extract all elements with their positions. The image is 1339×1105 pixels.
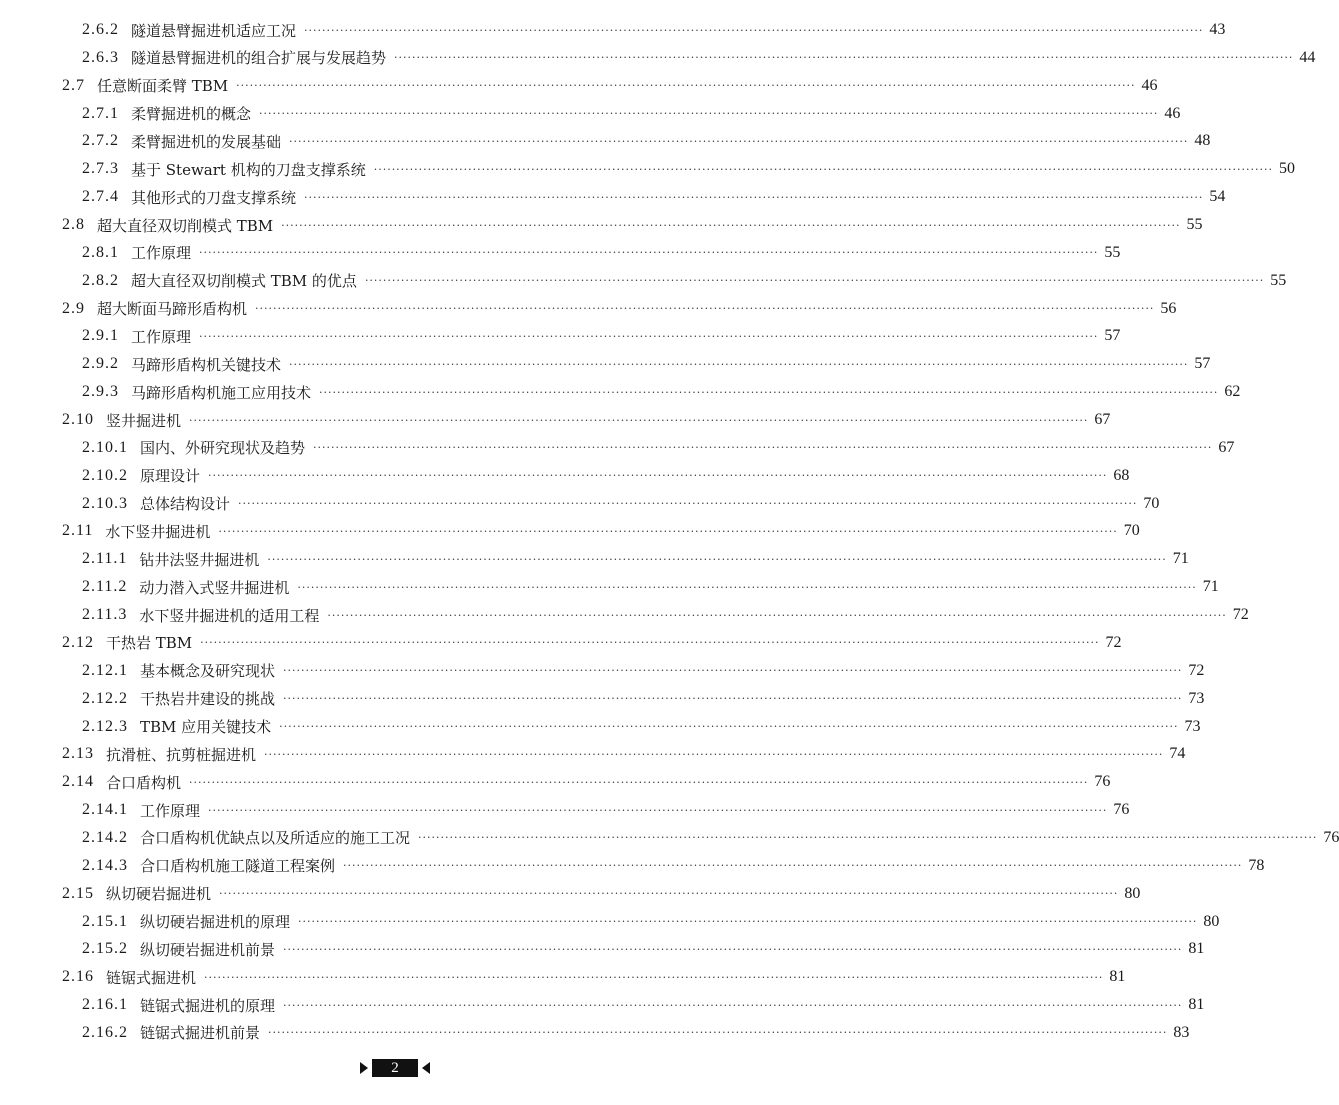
toc-entry[interactable] <box>0 716 1201 738</box>
toc-entry[interactable] <box>0 103 1181 125</box>
page-ref: 57 <box>1194 355 1211 373</box>
dot-leader: ········································································································································································································ <box>281 218 1181 232</box>
toc-entry[interactable] <box>0 465 1130 487</box>
dot-leader: ········································································································································································································ <box>394 51 1294 65</box>
section-number: 2.7 <box>62 76 85 94</box>
page-ref: 73 <box>1184 717 1201 735</box>
dot-leader: ········································································································································································································ <box>267 552 1167 566</box>
page-ref: 78 <box>1248 856 1265 874</box>
toc-entry[interactable] <box>0 270 1287 292</box>
dot-leader: ········································································································································································································ <box>418 831 1318 845</box>
section-title: 其他形式的刀盘支撑系统 <box>131 188 297 207</box>
page-ref: 68 <box>1113 466 1130 484</box>
dot-leader: ········································································································································································································ <box>255 302 1155 316</box>
page-ref: 83 <box>1173 1023 1190 1041</box>
toc-entry[interactable] <box>0 493 1160 515</box>
toc-entry[interactable] <box>0 827 1339 849</box>
toc-entry[interactable] <box>0 409 1111 431</box>
page-ref: 57 <box>1104 327 1121 345</box>
dot-leader: ········································································································································································································ <box>319 385 1219 399</box>
section-title: 纵切硬岩掘进机 <box>106 885 212 904</box>
toc-entry[interactable] <box>0 883 1141 905</box>
page-ref: 80 <box>1124 884 1141 902</box>
section-title: 合口盾构机 <box>106 773 182 792</box>
page-ref: 76 <box>1323 828 1339 846</box>
dot-leader: ········································································································································································································ <box>283 998 1183 1012</box>
section-number: 2.8 <box>62 216 85 234</box>
section-title: 工作原理 <box>131 244 192 263</box>
section-title: 超大直径双切削模式 TBM <box>97 216 274 235</box>
dot-leader: ········································································································································································································ <box>200 636 1100 650</box>
section-title: 链锯式掘进机 <box>106 968 197 987</box>
section-number: 2.11 <box>62 522 94 540</box>
toc-entry[interactable] <box>0 799 1130 821</box>
page-ref: 72 <box>1188 661 1205 679</box>
section-number: 2.10.2 <box>82 466 128 484</box>
dot-leader: ········································································································································································································ <box>219 887 1119 901</box>
section-number: 2.14.3 <box>82 856 128 874</box>
toc-entry[interactable] <box>0 855 1265 877</box>
toc-entry[interactable] <box>0 994 1205 1016</box>
section-title: 超大断面马蹄形盾构机 <box>97 300 248 319</box>
section-title: 原理设计 <box>140 467 201 486</box>
page-number: 2 <box>372 1059 418 1077</box>
section-number: 2.16 <box>62 968 94 986</box>
toc-entry[interactable] <box>0 688 1205 710</box>
section-number: 2.11.3 <box>82 606 128 624</box>
section-number: 2.7.3 <box>82 160 119 178</box>
page-ref: 43 <box>1209 21 1226 38</box>
section-title: 任意断面柔臂 TBM <box>97 77 229 96</box>
section-number: 2.7.2 <box>82 132 119 150</box>
dot-leader: ········································································································································································································ <box>364 274 1265 288</box>
page-ref: 70 <box>1123 522 1140 540</box>
page-ref: 55 <box>1186 216 1203 234</box>
section-number: 2.11.1 <box>82 550 128 568</box>
section-title: 合口盾构机优缺点以及所适应的施工工况 <box>140 829 411 848</box>
section-number: 2.6.2 <box>82 21 119 38</box>
section-number: 2.12.1 <box>82 661 128 679</box>
section-title: 钻井法竖井掘进机 <box>139 550 260 569</box>
dot-leader: ········································································································································································································ <box>189 775 1089 789</box>
page-ref: 80 <box>1203 912 1220 930</box>
page-ref: 72 <box>1105 633 1122 651</box>
section-title: 竖井掘进机 <box>106 411 182 430</box>
page-ref: 48 <box>1194 132 1211 150</box>
toc-entry[interactable] <box>0 242 1121 264</box>
section-title: 总体结构设计 <box>140 495 231 514</box>
dot-leader: ········································································································································································································ <box>238 497 1138 511</box>
section-number: 2.7.4 <box>82 188 119 206</box>
section-number: 2.15.1 <box>82 912 128 930</box>
section-title: 水下竖井掘进机 <box>105 522 211 541</box>
dot-leader: ········································································································································································································ <box>327 608 1227 622</box>
toc-entry[interactable] <box>0 911 1220 933</box>
section-title: 水下竖井掘进机的适用工程 <box>139 606 320 625</box>
section-number: 2.8.2 <box>82 271 119 289</box>
section-title: 柔臂掘进机的概念 <box>131 105 252 124</box>
section-number: 2.16.2 <box>82 1023 128 1041</box>
page-ref: 81 <box>1109 968 1126 986</box>
dot-leader: ········································································································································································································ <box>259 107 1159 121</box>
dot-leader: ········································································································································································································ <box>218 524 1118 538</box>
section-number: 2.8.1 <box>82 243 119 261</box>
page-ref: 76 <box>1113 801 1130 819</box>
toc-entry[interactable] <box>0 771 1111 793</box>
toc-entry[interactable] <box>0 660 1205 682</box>
dot-leader: ········································································································································································································ <box>268 1026 1168 1040</box>
dot-leader: ········································································································································································································ <box>289 357 1189 371</box>
toc-entry[interactable] <box>0 966 1126 988</box>
page-ref: 46 <box>1164 104 1181 122</box>
dot-leader: ········································································································································································································ <box>189 413 1089 427</box>
page-ref: 72 <box>1232 606 1249 624</box>
section-number: 2.9.2 <box>82 355 119 373</box>
page-ref: 67 <box>1218 438 1235 456</box>
section-number: 2.9.3 <box>82 383 119 401</box>
toc-entry[interactable] <box>0 604 1249 626</box>
dot-leader: ········································································································································································································ <box>208 469 1108 483</box>
dot-leader: ········································································································································································································ <box>199 329 1099 343</box>
toc-entry[interactable] <box>0 1022 1190 1044</box>
section-number: 2.15.2 <box>82 940 128 958</box>
dot-leader: ········································································································································································································ <box>199 246 1099 260</box>
dot-leader: ········································································································································································································ <box>373 162 1274 176</box>
page-ref: 81 <box>1188 940 1205 958</box>
dot-leader: ········································································································································································································ <box>279 720 1179 733</box>
page-ref: 67 <box>1094 411 1111 429</box>
toc-entry[interactable] <box>0 520 1140 542</box>
section-number: 2.16.1 <box>82 996 128 1014</box>
dot-leader: ········································································································································································································ <box>283 692 1183 706</box>
section-number: 2.10.3 <box>82 494 128 512</box>
section-title: 隧道悬臂掘进机的组合扩展与发展趋势 <box>131 49 387 68</box>
section-title: 隧道悬臂掘进机适应工况 <box>131 21 297 40</box>
toc-entry[interactable] <box>0 186 1226 208</box>
section-title: 马蹄形盾构机关键技术 <box>131 355 282 374</box>
page-ref: 56 <box>1160 299 1177 317</box>
section-title: 工作原理 <box>140 801 201 820</box>
section-number: 2.7.1 <box>82 104 119 122</box>
page-ref: 71 <box>1202 578 1219 596</box>
dot-leader: ········································································································································································································ <box>264 747 1164 761</box>
toc-entry[interactable] <box>0 75 1158 97</box>
page-ref: 71 <box>1172 550 1189 568</box>
section-title: 抗滑桩、抗剪桩掘进机 <box>106 745 257 764</box>
dot-leader: ········································································································································································································ <box>297 580 1197 594</box>
section-number: 2.13 <box>62 745 94 763</box>
page-footer <box>360 1059 430 1077</box>
section-title: 超大直径双切削模式 TBM 的优点 <box>131 272 357 291</box>
page-ref: 55 <box>1270 271 1287 289</box>
toc-entry[interactable] <box>0 158 1296 180</box>
dot-leader: ········································································································································································································ <box>304 190 1204 204</box>
dot-leader: ········································································································································································································ <box>283 942 1183 956</box>
section-title: 合口盾构机施工隧道工程案例 <box>140 857 336 876</box>
section-title: 动力潜入式竖井掘进机 <box>139 578 290 597</box>
section-title: 柔臂掘进机的发展基础 <box>131 132 282 151</box>
triangle-left-icon <box>422 1062 430 1074</box>
section-title: TBM 应用关键技术 <box>140 718 272 736</box>
section-number: 2.14.1 <box>82 801 128 819</box>
section-title: 链锯式掘进机前景 <box>140 1024 261 1043</box>
section-number: 2.10 <box>62 411 94 429</box>
dot-leader: ········································································································································································································ <box>289 134 1189 148</box>
toc-entry[interactable] <box>0 130 1211 152</box>
toc-entry[interactable] <box>0 214 1203 236</box>
dot-leader: ········································································································································································································ <box>236 79 1136 93</box>
dot-leader: ········································································································································································································ <box>304 23 1204 37</box>
triangle-right-icon <box>360 1062 368 1074</box>
section-number: 2.11.2 <box>82 578 128 596</box>
section-number: 2.10.1 <box>82 438 128 456</box>
section-title: 国内、外研究现状及趋势 <box>140 439 306 458</box>
section-title: 干热岩井建设的挑战 <box>140 690 276 709</box>
section-title: 工作原理 <box>131 327 192 346</box>
section-number: 2.12.3 <box>82 717 128 735</box>
page-ref: 54 <box>1209 188 1226 206</box>
page-ref: 62 <box>1224 383 1241 401</box>
section-number: 2.6.3 <box>82 48 119 66</box>
section-number: 2.9.1 <box>82 327 119 345</box>
section-number: 2.15 <box>62 884 94 902</box>
dot-leader: ········································································································································································································ <box>204 970 1104 984</box>
section-number: 2.9 <box>62 299 85 317</box>
section-number: 2.14.2 <box>82 828 128 846</box>
toc-entry[interactable] <box>0 437 1235 459</box>
section-title: 纵切硬岩掘进机的原理 <box>140 913 291 932</box>
section-number: 2.12 <box>62 633 94 651</box>
toc-entry[interactable] <box>0 548 1189 570</box>
section-number: 2.14 <box>62 773 94 791</box>
dot-leader: ········································································································································································································ <box>343 859 1243 873</box>
section-title: 马蹄形盾构机施工应用技术 <box>131 383 312 402</box>
dot-leader: ········································································································································································································ <box>298 915 1198 929</box>
page-ref: 73 <box>1188 689 1205 707</box>
toc-entry[interactable] <box>0 381 1241 403</box>
page-ref: 44 <box>1299 48 1316 66</box>
page-ref: 70 <box>1143 494 1160 512</box>
section-title: 干热岩 TBM <box>106 634 193 653</box>
toc-entry[interactable] <box>0 576 1219 598</box>
toc-entry[interactable] <box>0 938 1205 960</box>
section-title: 基于 Stewart 机构的刀盘支撑系统 <box>131 160 366 179</box>
toc-entry[interactable] <box>0 47 1316 69</box>
page-ref: 81 <box>1188 996 1205 1014</box>
dot-leader: ········································································································································································································ <box>283 664 1183 678</box>
toc-entry[interactable] <box>0 325 1121 347</box>
section-number: 2.12.2 <box>82 689 128 707</box>
page-ref: 55 <box>1104 243 1121 261</box>
dot-leader: ········································································································································································································ <box>313 441 1213 455</box>
page-ref: 76 <box>1094 773 1111 791</box>
section-title: 基本概念及研究现状 <box>140 662 276 681</box>
page-ref: 74 <box>1169 745 1186 763</box>
section-title: 链锯式掘进机的原理 <box>140 996 276 1015</box>
toc-entry[interactable] <box>0 743 1186 765</box>
dot-leader: ········································································································································································································ <box>208 803 1108 817</box>
section-title: 纵切硬岩掘进机前景 <box>140 940 276 959</box>
toc-entry[interactable] <box>0 353 1211 375</box>
toc-entry[interactable] <box>0 298 1177 320</box>
toc-entry[interactable] <box>0 632 1122 654</box>
page-ref: 46 <box>1141 76 1158 94</box>
page-ref: 50 <box>1279 160 1296 178</box>
toc-entry[interactable] <box>0 19 1226 41</box>
